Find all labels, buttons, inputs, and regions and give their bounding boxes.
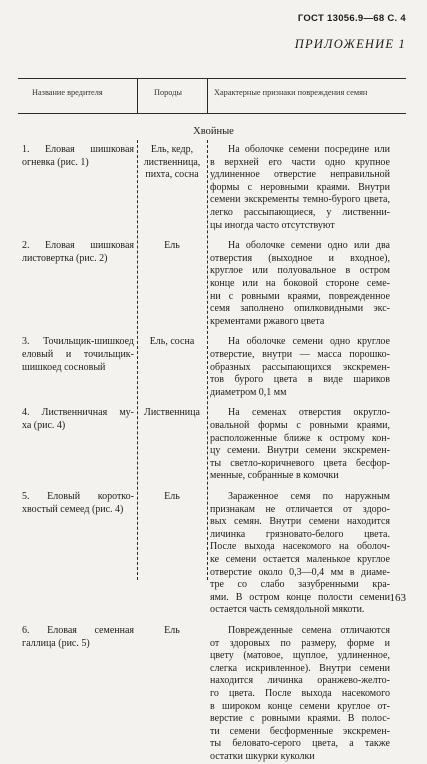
host-species: Лиственница [144, 407, 200, 419]
column-header-host: Породы [154, 88, 182, 97]
pest-name: 2. Еловая шишковая листовертка (рис. 2) [22, 240, 134, 264]
pest-name: 1. Еловая шишковая огневка (рис. 1) [22, 144, 134, 168]
column-divider-1-body [137, 140, 138, 580]
column-divider-1 [137, 78, 138, 113]
column-divider-2 [207, 78, 208, 113]
damage-description: На оболочке семени посредине или в верхней его части одно крупное удлиненное отверстие неправильной формы с неровными краями. Внутри семени экскременты темно-бурого цвета, легко рассыпающиеся, у лиственни- цы иногда часто отсутствуют [210, 144, 390, 231]
damage-description: На семенах отверстия округло- овальной формы с ровными краями, расположенные ближе к острому кон- цу семени. Внутри семени экскремен- ты светло-коричневого цвета бесфор- менные, собранные в комочки [210, 407, 390, 482]
appendix-title: ПРИЛОЖЕНИЕ 1 [294, 37, 406, 51]
standard-reference: ГОСТ 13056.9—68 С. 4 [297, 13, 406, 24]
table-header-rule [18, 113, 406, 114]
damage-description: Зараженное семя по наружным признакам не отличается от здоро- вых семян. Внутри семени находится личинка грязновато-белого цвета. После выхода насекомого на оболоч- ке семени остается маленькое круглое отверстие около 0,3—0,4 мм в диаме- тре со слабо зазубренными кра- ями. В остром конце полости семени остается часть семядольной мякоти. [210, 491, 390, 616]
host-species: Ель [164, 625, 180, 636]
column-divider-2-body [207, 140, 208, 580]
host-species: Ель [164, 240, 180, 252]
page-number: 163 [389, 592, 406, 604]
table-top-rule [18, 78, 406, 79]
pest-name: 3. Точильщик-шишкоед еловый и точильщик- шишкоед сосновый [22, 336, 134, 373]
section-heading: Хвойные [193, 126, 234, 137]
pest-name: 4. Лиственничная му- ха (рис. 4) [22, 407, 134, 431]
damage-description: Поврежденные семена отличаются от здоровых по размеру, форме и цвету (матовое, щуплое, удлиненное, слегка искривленное). Внутри семени находится личинка оранжево-желто- го цвета. После выхода насекомого в широком конце семени круглое от- верстие с ровными краями. В полос- ти семени бесформенные экскремен- ты беловато-серого цвета, а также остатки шкурки куколки [210, 625, 390, 762]
host-species: Ель [164, 491, 180, 502]
host-species: Ель, сосна [149, 336, 195, 348]
column-header-damage: Характерные признаки повреждения семян [214, 88, 368, 97]
host-species: Ель, кедр, лиственница, пихта, сосна [143, 144, 201, 181]
pest-name: 6. Еловая семенная галлица (рис. 5) [22, 625, 134, 649]
pest-name: 5. Еловый коротко- хвостый семеед (рис. 4) [22, 491, 134, 515]
damage-description: На оболочке семени одно или два отверстия (выходное и входное), круглое или полуовальное в остром конце или на боковой стороне семе- ни с ровными краями, поврежденное семя заполнено опилковидными экс- крементами ржавого цвета [210, 240, 390, 327]
column-header-pest: Название вредителя [32, 88, 103, 97]
damage-description: На оболочке семени одно круглое отверстие, внутри — масса порошко- образных рассыпающихся экскремен- тов бурого цвета в виде шариков диаметром 0,1 мм [210, 336, 390, 398]
